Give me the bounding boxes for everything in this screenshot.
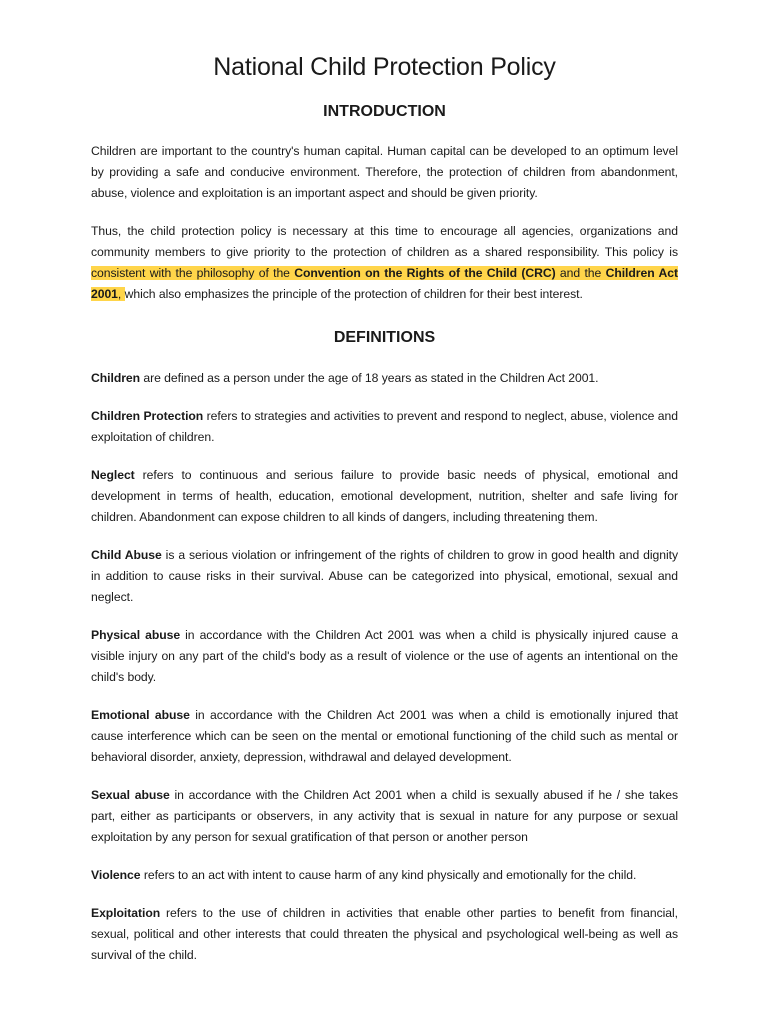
introduction-heading: INTRODUCTION [323, 103, 446, 120]
highlighted-text: consistent with the philosophy of the [91, 266, 295, 280]
intro-p2-text: Thus, the child protection policy is necessary at this time to encourage all agencies, organizations and community members to give priority to the protection of children as a shared responsibility. This policy is [91, 224, 678, 259]
definition-physical-abuse [91, 625, 678, 688]
definition-emotional-abuse [91, 705, 678, 768]
definition-exploitation [91, 903, 678, 966]
definition-text: refers to an act with intent to cause harm of any kind physically and emotionally for the child. [140, 868, 637, 882]
definition-child-abuse [91, 545, 678, 608]
definition-sexual-abuse [91, 785, 678, 848]
introduction-paragraph-2 [91, 221, 678, 305]
definitions-heading: DEFINITIONS [333, 329, 436, 346]
definition-text: refers to strategies and activities to prevent and respond to neglect, abuse, violence and exploitation of children. [91, 409, 678, 444]
definition-text: in accordance with the Children Act 2001 when a child is sexually abused if he / she takes part, either as participants or observers, in any activity that is sexual in nature for any purpose or sexual exploitation by any person for sexual gratification of that person or another person [91, 788, 678, 844]
highlighted-crc-reference: Convention on the Rights of the Child (CRC) [294, 266, 556, 280]
highlighted-text: and the [555, 266, 606, 280]
definition-text: refers to continuous and serious failure to provide basic needs of physical, emotional and development in terms of health, education, emotional development, nutrition, shelter and safe living for children. Abandonment can expose children to all kinds of dangers, including threatening them. [91, 468, 678, 524]
definition-children-protection [91, 406, 678, 448]
definition-term: Sexual abuse [91, 788, 170, 802]
intro-p2-text: which also emphasizes the principle of the protection of children for their best interest. [124, 287, 583, 301]
highlighted-text: , [117, 287, 125, 301]
definition-text: in accordance with the Children Act 2001 was when a child is physically injured cause a visible injury on any part of the child's body as a result of violence or the use of agents an intentional on the child's body. [91, 628, 679, 684]
definition-text: are defined as a person under the age of 18 years as stated in the Children Act 2001. [140, 371, 599, 385]
definition-children [91, 368, 678, 389]
definition-term: Emotional abuse [91, 708, 190, 722]
definition-term: Violence [91, 868, 141, 882]
definition-term: Children Protection [91, 409, 204, 423]
highlighted-children-act-reference: Children Act 2001 [91, 266, 678, 301]
definition-term: Physical abuse [91, 628, 181, 642]
document-title: National Child Protection Policy [213, 53, 556, 81]
definition-neglect [91, 465, 678, 528]
definition-text: is a serious violation or infringement of the rights of children to grow in good health and dignity in addition to cause risks in their survival. Abuse can be categorized into physical, emotional, sexual and neglect. [91, 548, 679, 604]
introduction-paragraph-1: Children are important to the country's human capital. Human capital can be developed to an optimum level by providing a safe and conducive environment. Therefore, the protection of children from abandonment, abuse, violence and exploitation is an important aspect and should be given priority. [91, 144, 678, 200]
definition-text: refers to the use of children in activities that enable other parties to benefit from financial, sexual, political and other interests that could threaten the physical and psychological well-being as well as survival of the child. [91, 906, 678, 962]
definition-text: in accordance with the Children Act 2001 was when a child is emotionally injured that cause interference which can be seen on the mental or emotional functioning of the child such as mental or behavioral disorder, anxiety, depression, withdrawal and delayed development. [91, 708, 678, 764]
definition-term: Children [91, 371, 141, 385]
definition-term: Exploitation [91, 906, 161, 920]
definition-term: Neglect [91, 468, 135, 482]
definition-violence [91, 865, 678, 886]
definition-term: Child Abuse [91, 548, 162, 562]
